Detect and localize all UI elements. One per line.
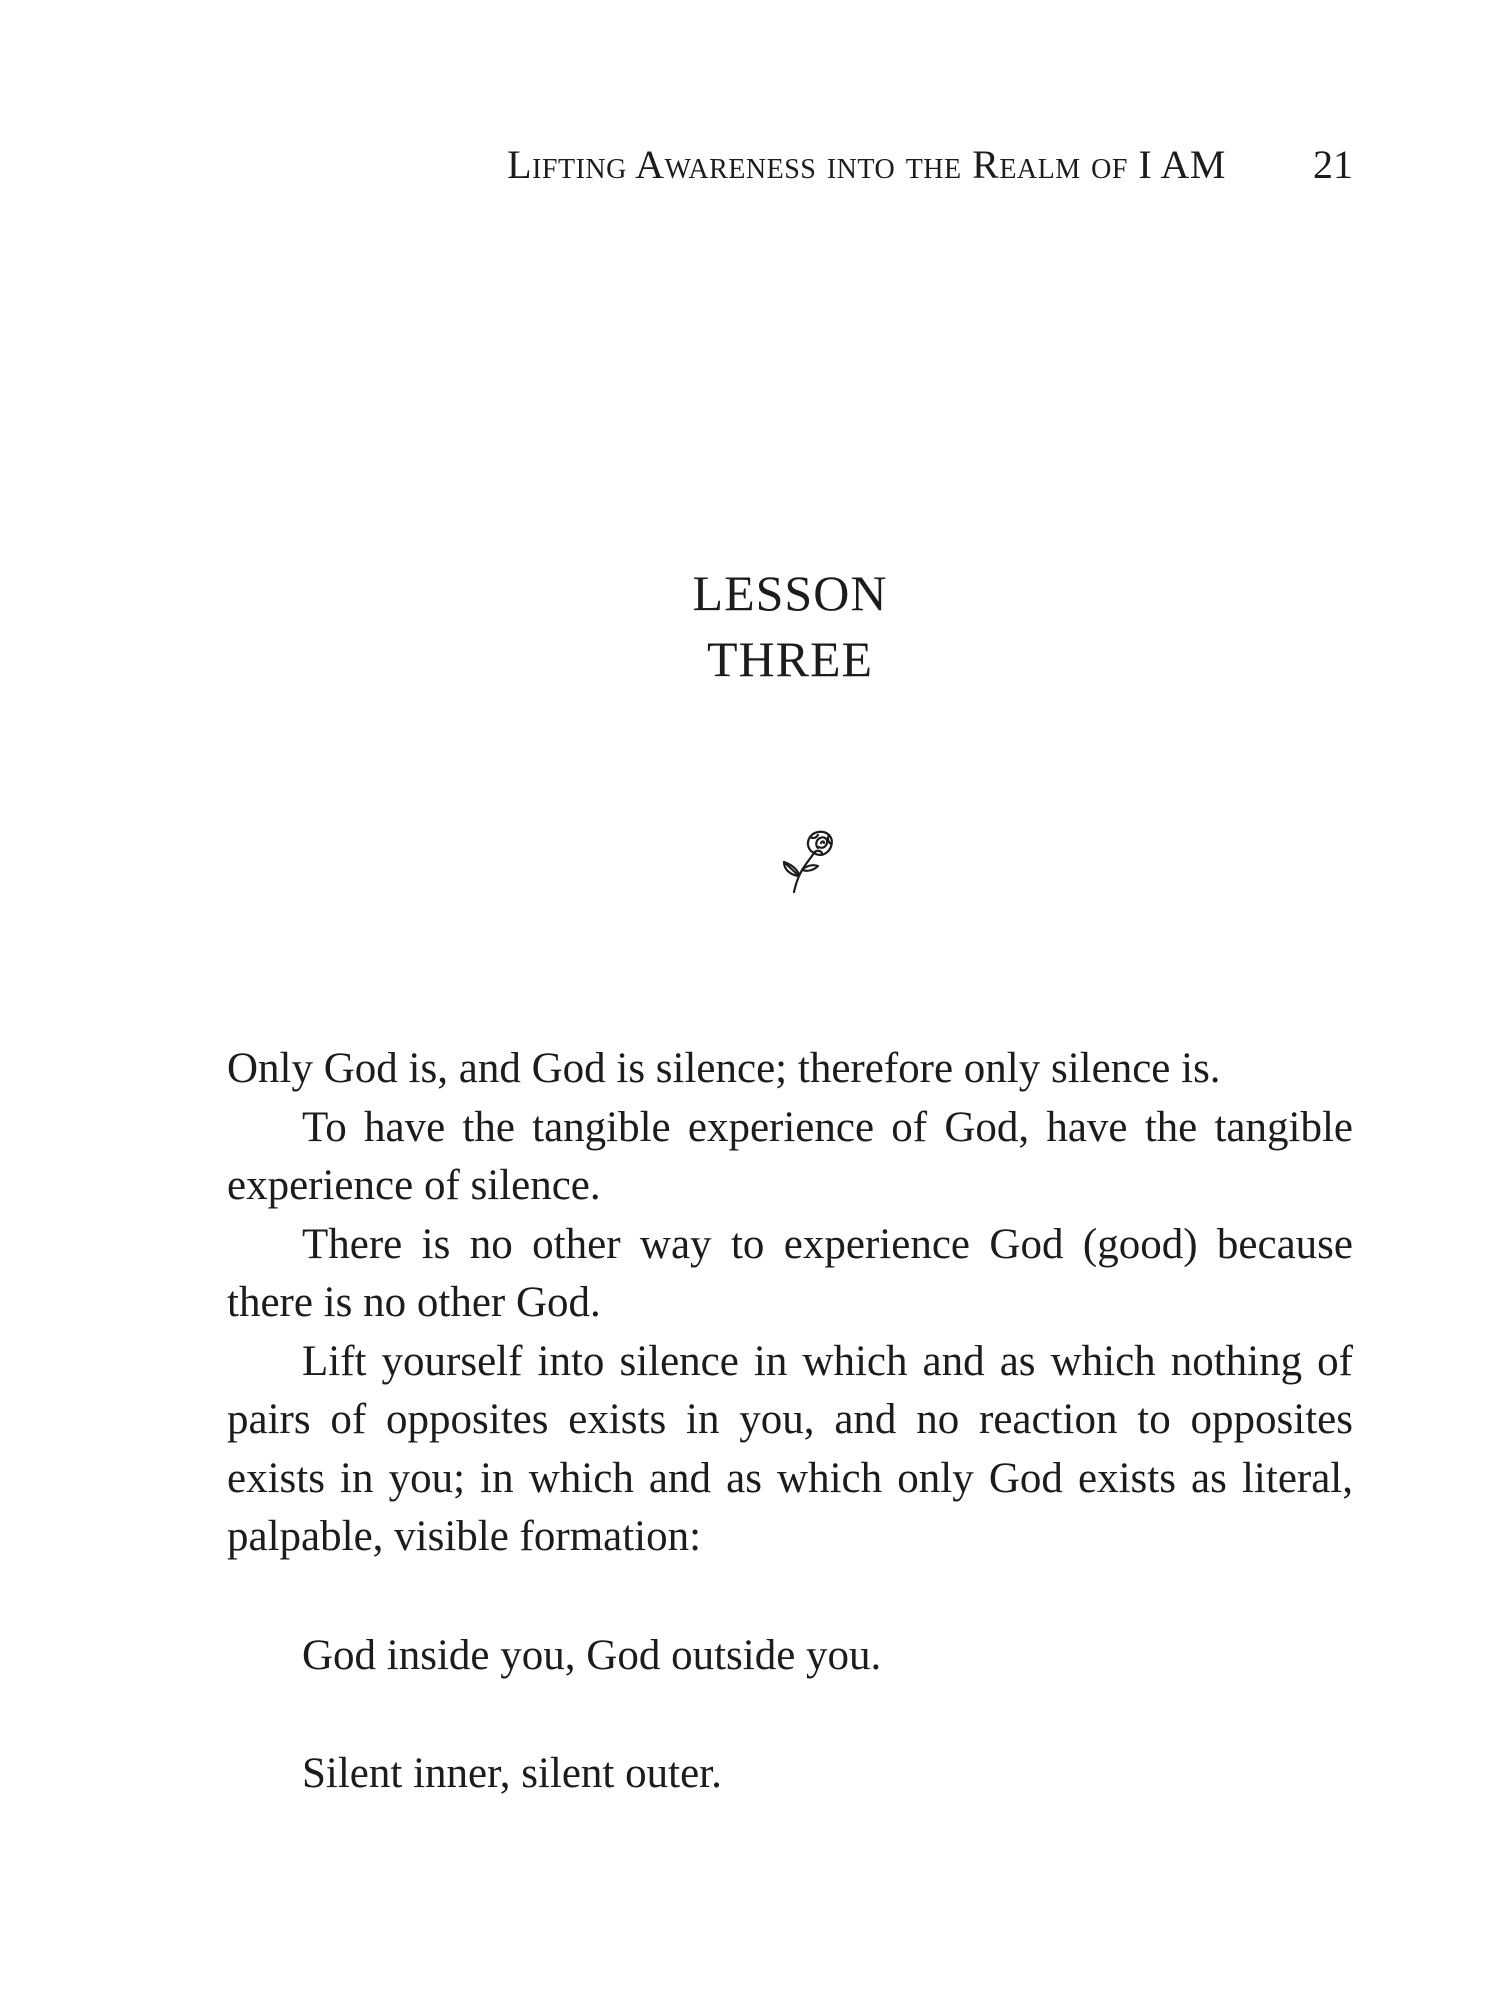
- paragraph-3: There is no other way to experience God (good) because there is no other God.: [227, 1220, 1353, 1326]
- paragraph-4: Lift yourself into silence in which and as which nothing of pairs of opposites exists in you, and no reaction to opposites exists in you; in which and as which only God exists as literal, palpable, visible formation:: [227, 1337, 1353, 1560]
- rose-icon: [778, 826, 838, 896]
- running-head: [0, 140, 1353, 190]
- chapter-heading-line-1: LESSON: [692, 565, 888, 621]
- paragraph-1: Only God is, and God is silence; therefore only silence is.: [227, 1045, 1221, 1092]
- chapter-heading-line-2: THREE: [706, 631, 874, 687]
- body-text: [227, 1040, 1353, 1804]
- running-title: Lifting Awareness into the Realm of I AM: [507, 142, 1226, 187]
- page-number: 21: [1313, 142, 1353, 187]
- paragraph-2: To have the tangible experience of God, have the tangible experience of silence.: [227, 1103, 1353, 1209]
- verse-line-2: Silent inner, silent outer.: [302, 1750, 722, 1797]
- chapter-heading: [0, 560, 1500, 692]
- verse-line-1: God inside you, God outside you.: [302, 1631, 882, 1679]
